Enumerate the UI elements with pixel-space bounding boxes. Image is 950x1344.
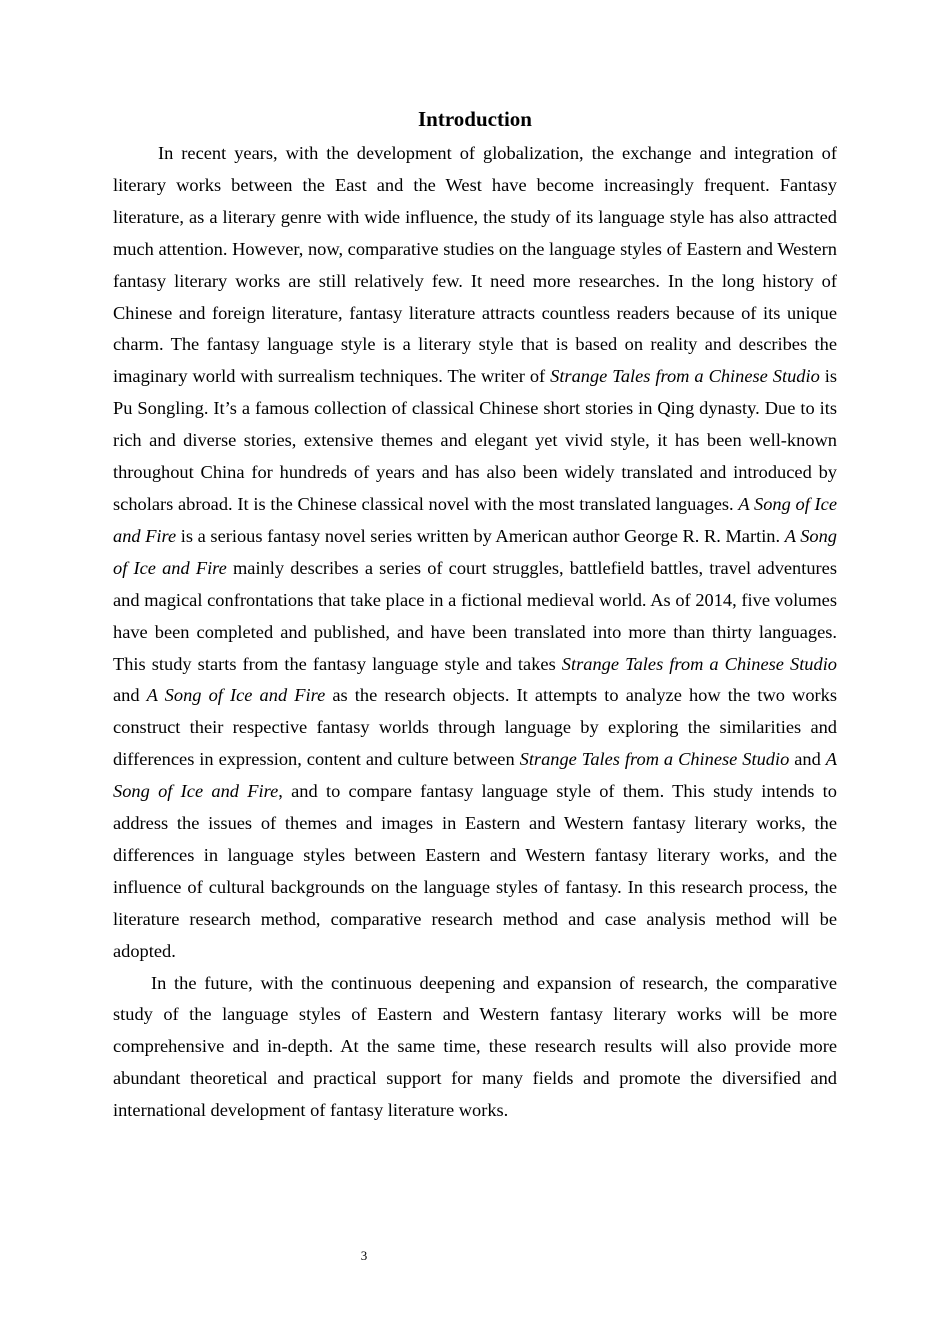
section-heading: Introduction — [418, 107, 532, 131]
italic-title-text: Strange Tales from a Chinese Studio — [519, 749, 790, 770]
text-segment: mainly describes a series of court struggles, battlefield battles, travel adventures and magical confrontations that take place in a fictional medieval world. As of 2014, five volumes have been completed and published, and have been translated into more than thirty languages. This study starts from the fantasy language style and takes — [113, 557, 837, 674]
italic-title-text: A Song of Ice and Fire — [113, 493, 837, 546]
document-body — [113, 138, 837, 1127]
text-segment: is Pu Songling. It’s a famous collection of classical Chinese short stories in Qing dynasty. Due to its rich and diverse stories, extensive themes and elegant yet vivid style, it has been well-known throughout China for hundreds of years and has also been widely translated and introduced by scholars abroad. It is the Chinese classical novel with the most translated languages. — [113, 366, 838, 514]
text-segment: as the research objects. It attempts to analyze how the two works construct their respective fantasy worlds through language by exploring the similarities and differences in expression, content and culture between — [113, 685, 838, 770]
text-segment: In recent years, with the development of globalization, the exchange and integration of literary works between the East and the West have become increasingly frequent. Fantasy literature, as a literary genre with wide influence, the study of its language style has also attracted much attention. However, now, comparative studies on the language styles of Eastern and Western fantasy literary works are still relatively few. It need more researches. In the long history of Chinese and foreign literature, fantasy literature attracts countless readers because of its unique charm. The fantasy language style is a literary style that is based on reality and describes the imaginary world with surrealism techniques. The writer of — [113, 143, 837, 387]
page-number: 3 — [360, 1248, 368, 1263]
text-segment: is a serious fantasy novel series written by American author George R. R. Martin. — [176, 525, 785, 546]
italic-title-text: A Song of Ice and Fire — [113, 525, 838, 578]
text-segment: and — [789, 749, 826, 770]
text-segment: and — [113, 685, 147, 706]
text-segment: , and to compare fantasy language style of them. This study intends to address the issues of themes and images in Eastern and Western fantasy literary works, the differences in language styles between Eastern and Western fantasy literary works, and the influence of cultural backgrounds on the language styles of fantasy. In this research process, the literature research method, comparative research method and case analysis method will be adopted. — [113, 781, 837, 961]
italic-title-text: Strange Tales from a Chinese Studio — [550, 366, 820, 387]
italic-title-text: A Song of Ice and Fire — [146, 685, 326, 706]
italic-title-text: A Song of Ice and Fire — [113, 749, 837, 802]
paragraph — [113, 138, 837, 968]
paragraph — [113, 968, 837, 1128]
text-segment: In the future, with the continuous deepening and expansion of research, the comparative study of the language styles of Eastern and Western fantasy literary works will be more comprehensive and in-depth. At the same time, these research results will also provide more abundant theoretical and practical support for many fields and promote the diversified and international development of fantasy literature works. — [113, 972, 837, 1121]
italic-title-text: Strange Tales from a Chinese Studio — [561, 653, 837, 674]
